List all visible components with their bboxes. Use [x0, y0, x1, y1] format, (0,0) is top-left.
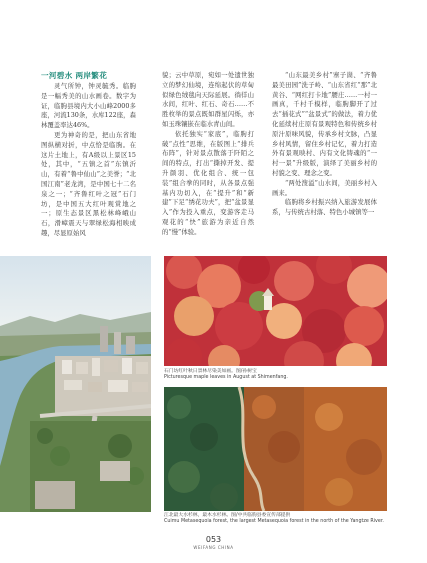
- paragraph: 灵气所钟，钟灵毓秀。临朐是一幅秀美的山水画卷。数字为证，临朐县境内大小山峰2000多座，河流130条，水库122座，森林覆盖率达46%。: [41, 82, 136, 130]
- text-column-1: [41, 82, 136, 239]
- caption-maple: [164, 369, 387, 382]
- metasequoia-forest-photo: [164, 387, 387, 511]
- caption-en: Cuimu Metasequoia forest, the largest Metasequoia forest in the north of the Yangtze River.: [164, 519, 384, 525]
- caption-zh: 石门坊红叶秋日景林尽染美如画。图/孙树宝: [164, 369, 257, 374]
- paragraph: 更为神奇的是，把山东省地图纵横对折，中点恰是临朐。在这片土地上，有A级以上景区15处，其中，“五镇之首”东镇沂山，有着“鲁中仙山”之美誉；“北国江南”老龙湾，是中国七十二名泉之一；“齐鲁红叶之冠”石门坊，是中国五大红叶观赏地之一；原生态景区黑松林峰峨山石，滑嶂震天与翠绿松海相映成趣，尽显原始风: [41, 130, 136, 237]
- page-number: 053: [205, 535, 222, 544]
- section-heading: 一河碧水 两岸繁花: [41, 71, 108, 80]
- caption-zh: 江北最大水杉林，最木水杉林。图/中共临朐县委宣传部提供: [164, 513, 291, 518]
- paragraph: “山东最美乡村”寨子崮、“齐鲁最美田园”洗子岭、“山东省红“那”北黄谷、“网红打卡地”腰庄……一村一画真，千村千模样，临朐脚开了过去“插花式”“盆景式”的做法，着力优化延续村庄原有景观特色和传统乡村原汁原味风貌，传承乡村文脉，凸显乡村风情，留住乡村记忆，着力打造外有景观映村、内有文化铸魂的“一村一景”升级版，演绎了美丽乡村的村貌之变、理念之变。: [272, 71, 377, 177]
- paragraph: 依托独实“家底”，临朐打破“点性”思维，在版图上“排兵布阵”，针对景点散落于阡陌之间的特点，打出“撕掉开发、提升颜羽、优化组合、统一包装”组合拳的同时，从各景点强基内功切入，在“提升”和“新建”下足“绣花功夫”，把“盆景显入”作为投入重点，变游客走马观花的“快”旅游为亲近自然的“慢”体验。: [162, 129, 254, 236]
- text-column-3: [272, 71, 377, 218]
- aerial-city-river-photo: [0, 256, 151, 512]
- paragraph: 临朐将乡村振兴纳入旅游发展体系，与传统古村落、特色小城镇等一: [272, 198, 377, 217]
- paragraph: “两处溲溢”山水间，美丽乡村入画来。: [272, 178, 377, 197]
- caption-metasequoia: [164, 513, 387, 526]
- red-maple-forest-photo: [164, 256, 387, 366]
- text-column-2: [162, 71, 254, 238]
- magazine-name: WEIFANG CHINA: [193, 545, 234, 550]
- caption-en: Picturesque maple leaves in August at Shimenfang.: [164, 375, 288, 381]
- paragraph: 貌；云中草原，宛如一处遗世独立的梦幻仙境，连绵起伏的草甸似绿色绒毯向天际延展。徜徉山水间，红叶、红石、奇石……不胜枚举的景点既如群星闪烁，亦如玉珠镶嵌在临水青山间。: [162, 71, 254, 128]
